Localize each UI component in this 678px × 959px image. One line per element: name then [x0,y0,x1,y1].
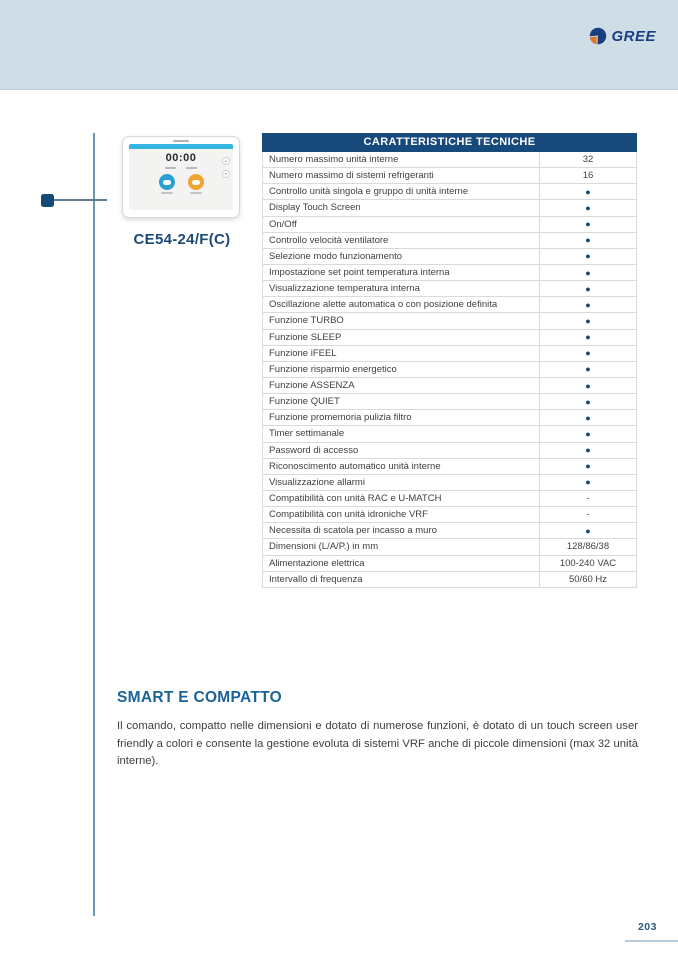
spec-label: On/Off [269,218,297,230]
spec-value: 50/60 Hz [539,572,636,587]
spec-label: Funzione risparmio energetico [269,363,397,375]
timer-button-icon [188,174,204,190]
feature-dot: ● [539,217,636,232]
spec-row [263,265,636,281]
product-model: CE54-24/F(C) [133,231,231,248]
device-clock: 00:00 [165,152,197,164]
feature-dot: ● [539,475,636,490]
spec-label: Funzione SLEEP [269,331,342,343]
section-title: SMART E COMPATTO [117,689,282,706]
device-screen [129,144,233,210]
spec-label: Funzione ASSENZA [269,380,355,392]
spec-label: Visualizzazione temperatura interna [269,283,420,295]
spec-label: Compatibilità con unità RAC e U-MATCH [269,493,442,505]
feature-dot: ● [539,330,636,345]
spec-label: Controllo unità singola e gruppo di unità interne [269,186,469,198]
spec-label: Password di accesso [269,444,359,456]
spec-label: Display Touch Screen [269,202,361,214]
spec-row [263,217,636,233]
spec-table-rows [262,152,637,588]
spec-row [263,200,636,216]
device-brand-mark [173,140,189,142]
spec-row [263,443,636,459]
spec-table-title: CARATTERISTICHE TECNICHE [262,133,637,152]
feature-dot: ● [539,394,636,409]
spec-row [263,281,636,297]
device-status-bar [129,144,233,149]
spec-label: Controllo velocità ventilatore [269,234,389,246]
spec-row [263,297,636,313]
spec-label: Intervallo di frequenza [269,573,363,585]
spec-label: Visualizzazione allarmi [269,476,365,488]
spec-label: Numero massimo di sistemi refrigeranti [269,170,434,182]
feature-dot: ● [539,265,636,280]
spec-row [263,539,636,555]
spec-row [263,249,636,265]
page-number: 203 [637,921,657,933]
feature-dot: ● [539,200,636,215]
spec-row [263,168,636,184]
spec-row [263,378,636,394]
product-image [122,136,240,218]
spec-value: 16 [539,168,636,183]
feature-dot: ● [539,443,636,458]
spec-row [263,394,636,410]
spec-row [263,475,636,491]
spec-row [263,362,636,378]
spec-row [263,184,636,200]
spec-label: Timer settimanale [269,428,345,440]
gree-logo-icon [589,27,607,45]
spec-label: Funzione promemoria pulizia filtro [269,412,412,424]
mode-button-caption [161,192,173,194]
feature-dot: ● [539,184,636,199]
feature-dot: ● [539,346,636,361]
spec-row [263,152,636,168]
spec-table [262,133,637,588]
device-buttons-row [129,174,233,194]
mode-button-icon [159,174,175,190]
spec-label: Selezione modo funzionamento [269,250,403,262]
feature-dot: ● [539,410,636,425]
spec-row [263,233,636,249]
marker-line [54,199,107,201]
section-body: Il comando, compatto nelle dimensioni e dotato di numerose funzioni, è dotato di un touch screen user friendly a colori e consente la gestione evoluta di sistemi VRF anche di piccole dimensioni (max 32 unità interne). [117,720,638,768]
timer-button-caption [190,192,202,194]
feature-dot: ● [539,313,636,328]
spec-row [263,556,636,572]
device-date-row [129,167,233,169]
device-timer-button [188,174,204,194]
spec-label: Numero massimo unità interne [269,154,399,166]
section-marker [41,194,54,207]
spec-row [263,459,636,475]
spec-value: - [539,491,636,506]
device-mode-button [159,174,175,194]
vertical-rule [93,133,95,916]
spec-label: Necessita di scatola per incasso a muro [269,525,437,537]
spec-label: Compatibilità con unità idroniche VRF [269,509,428,521]
feature-dot: ● [539,233,636,248]
spec-row [263,410,636,426]
spec-row [263,330,636,346]
spec-label: Impostazione set point temperatura interna [269,267,450,279]
feature-dot: ● [539,523,636,538]
spec-label: Funzione QUIET [269,396,340,408]
device-up-button: ▴ [222,157,230,165]
spec-value: 128/86/38 [539,539,636,554]
spec-row [263,523,636,539]
feature-dot: ● [539,281,636,296]
spec-row [263,491,636,507]
feature-dot: ● [539,459,636,474]
spec-row [263,507,636,523]
spec-value: 32 [539,152,636,167]
spec-value: 100-240 VAC [539,556,636,571]
spec-label: Alimentazione elettrica [269,557,365,569]
feature-dot: ● [539,426,636,441]
feature-dot: ● [539,297,636,312]
spec-label: Dimensioni (L/A/P.) in mm [269,541,379,553]
gree-logo-text: GREE [611,27,656,45]
feature-dot: ● [539,362,636,377]
spec-label: Riconoscimento automatico unità interne [269,460,441,472]
spec-row [263,426,636,442]
device-down-button: ▾ [222,170,230,178]
description-section [117,689,638,771]
header-band [0,0,678,90]
spec-row [263,313,636,329]
spec-value: - [539,507,636,522]
spec-row [263,572,636,588]
gree-logo [589,27,656,45]
spec-label: Funzione TURBO [269,315,344,327]
spec-row [263,346,636,362]
feature-dot: ● [539,249,636,264]
spec-label: Funzione iFEEL [269,347,337,359]
spec-label: Oscillazione alette automatica o con posizione definita [269,299,498,311]
footer-rule [625,940,678,942]
feature-dot: ● [539,378,636,393]
